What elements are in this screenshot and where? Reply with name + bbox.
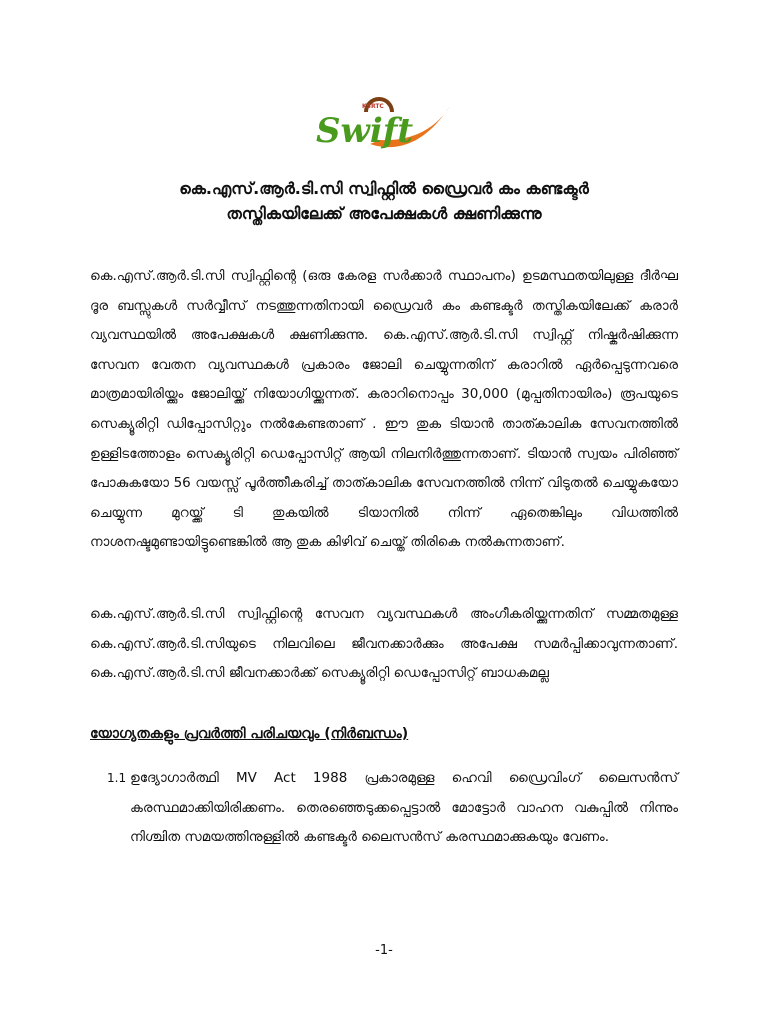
page-number: -1- <box>375 943 393 958</box>
paragraph-1: കെ.എസ്.ആർ.ടി.സി സ്വിഫ്റ്റിന്റെ (ഒരു കേരള സർക്കാർ സ്ഥാപനം) ഉടമസ്ഥതയിലുള്ള ദീർഘ ദൂര ബസ്സുകൾ സർവ്വീസ് നടത്തുന്നതിനായി ഡ്രൈവർ കം കണ്ടക്ടർ തസ്തികയിലേക്ക് കരാർ വ്യവസ്ഥയിൽ അപേക്ഷകൾ ക്ഷണിക്കുന്നു. കെ.എസ്.ആർ.ടി.സി സ്വിഫ്റ്റ് നിഷ്കർഷിക്കുന്ന സേവന വേതന വ്യവസ്ഥകൾ പ്രകാരം ജോലി ചെയ്യുന്നതിന് കരാറിൽ ഏർപ്പെടുന്നവരെ മാത്രമായിരിയ്ക്കും ജോലിയ്ക്ക് നിയോഗിയ്ക്കുന്നത്. കരാറിനൊപ്പം 30,000 (മുപ്പതിനായിരം) രൂപയുടെ സെക്യൂരിറ്റി ഡിപ്പോസിറ്റും നൽകേണ്ടതാണ് . ഈ തുക ടിയാൻ താത്കാലിക സേവനത്തിൽ ഉള്ളിടത്തോളം സെക്യൂരിറ്റി ഡെപ്പോസിറ്റ് ആയി നിലനിർത്തുന്നതാണ്. ടിയാൻ സ്വയം പിരിഞ്ഞ് പോകുകയോ 56 വയസ്സ് പൂർത്തീകരിച്ച് താത്കാലിക സേവനത്തിൽ നിന്ന് വിടുതൽ ചെയ്യുകയോ ചെയ്യുന്ന മുറയ്ക്ക് ടി തുകയിൽ ടിയാനിൽ നിന്ന് ഏതെങ്കിലും വിധത്തിൽ നാശനഷ്ടമുണ്ടായിട്ടുണ്ടെങ്കിൽ ആ തുക കിഴിവ് ചെയ്ത് തിരികെ നൽകുന്നതാണ്. <box>90 268 678 551</box>
logo-wordmark: Swift <box>316 111 414 151</box>
section-heading: യോഗ്യതകളും പ്രവർത്തി പരിചയവും (നിർബന്ധം) <box>90 726 409 742</box>
logo-badge-text: KSRTC <box>362 103 384 110</box>
title-line-1: കെ.എസ്.ആർ.ടി.സി സ്വിഫ്റ്റിൽ ഡ്രൈവർ കം കണ്ടക്ടർ <box>179 179 589 198</box>
ksrtc-swift-logo <box>310 96 460 158</box>
title-line-2: തസ്തികയിലേക്ക് അപേക്ഷകൾ ക്ഷണിക്കുന്നു <box>226 204 542 223</box>
list-item-number: 1.1 <box>107 771 127 785</box>
paragraph-2: കെ.എസ്.ആർ.ടി.സി സ്വിഫ്റ്റിന്റെ സേവന വ്യവസ്ഥകൾ അംഗീകരിയ്ക്കുന്നതിന് സമ്മതമുള്ള കെ.എസ്.ആർ.ടി.സിയുടെ നിലവിലെ ജീവനക്കാർക്കും അപേക്ഷ സമർപ്പിക്കാവുന്നതാണ്. കെ.എസ്.ആർ.ടി.സി ജീവനക്കാർക്ക് സെക്യൂരിറ്റി ഡെപ്പോസിറ്റ് ബാധകമല്ല <box>90 606 678 682</box>
logo-graphic <box>310 96 460 158</box>
page-title <box>90 176 678 226</box>
list-item-text: ഉദ്യോഗാർത്ഥി MV Act 1988 പ്രകാരമുള്ള ഹെവി ഡ്രൈവിംഗ് ലൈസൻസ് കരസ്ഥമാക്കിയിരിക്കണം. തെരഞ്ഞെടുക്കപ്പെട്ടാൽ മോട്ടോർ വാഹന വകുപ്പിൽ നിന്നും നിശ്ചിത സമയത്തിനുള്ളിൽ കണ്ടക്ടർ ലൈസൻസ് കരസ്ഥമാക്കുകയും വേണം. <box>130 770 678 846</box>
